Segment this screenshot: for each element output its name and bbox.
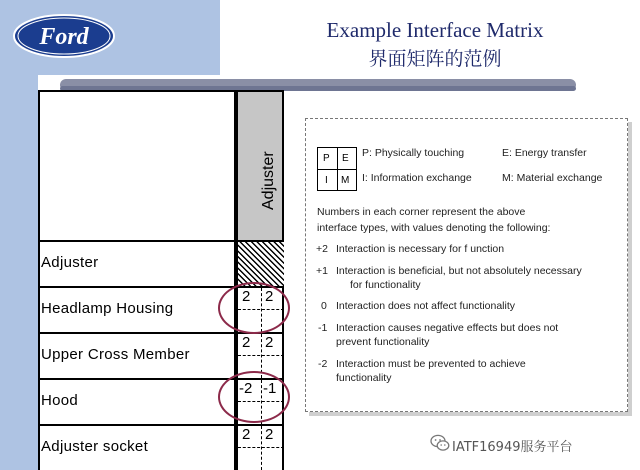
value-plus1-desc-cont: for functionality [350, 279, 421, 291]
legend-panel [305, 118, 628, 412]
key-m: M [341, 175, 350, 186]
matrix-row-adjuster [38, 240, 284, 286]
cell-value-e: 2 [265, 426, 274, 443]
legend-p-text: P: Physically touching [362, 147, 465, 159]
value-minus1-desc-cont: prevent functionality [336, 336, 430, 348]
highlight-ellipse [218, 282, 290, 334]
value-plus1: +1 [316, 265, 328, 277]
interface-type-key [317, 147, 357, 191]
value-plus2: +2 [316, 243, 328, 255]
value-plus1-desc: Interaction is beneficial, but not absolutely necessary [336, 265, 582, 277]
matrix-row-adjuster-socket [38, 424, 284, 470]
logo-text: Ford [39, 24, 89, 50]
ford-logo [12, 13, 116, 59]
value-minus1-desc: Interaction causes negative effects but does not [336, 322, 559, 334]
side-band [0, 75, 38, 470]
legend-intro-line1: Numbers in each corner represent the above [317, 206, 526, 218]
row-label: Upper Cross Member [41, 346, 190, 363]
title-english: Example Interface Matrix [326, 18, 544, 42]
key-i: I [325, 175, 328, 186]
title-chinese: 界面矩阵的范例 [368, 48, 502, 70]
legend-e-text: E: Energy transfer [502, 147, 587, 159]
key-e: E [342, 153, 349, 164]
row-label: Hood [41, 392, 79, 409]
value-plus2-desc: Interaction is necessary for f unction [336, 243, 505, 255]
row-label: Adjuster [41, 254, 99, 271]
cell-value-p: -2 [239, 380, 253, 397]
value-zero-desc: Interaction does not affect functionality [336, 300, 516, 312]
column-header [236, 90, 284, 242]
row-label: Headlamp Housing [41, 300, 174, 317]
legend-i-text: I: Information exchange [362, 172, 472, 184]
hatched-fill [238, 242, 284, 286]
key-p: P [323, 153, 330, 164]
legend-m-text: M: Material exchange [502, 172, 603, 184]
value-minus2-desc-cont: functionality [336, 372, 392, 384]
interaction-cell [236, 426, 284, 470]
cell-value-e: 2 [265, 334, 274, 351]
cell-value-e: -1 [263, 380, 277, 397]
value-minus2-desc: Interaction must be prevented to achieve [336, 358, 526, 370]
legend-intro-line2: interface types, with values denoting the following: [317, 222, 551, 234]
footer-watermark: IATF16949服务平台 [452, 440, 573, 455]
self-interaction-cell [236, 242, 284, 286]
row-label: Adjuster socket [41, 438, 149, 455]
cell-value-p: 2 [242, 334, 251, 351]
cell-value-e: 2 [265, 288, 274, 305]
value-minus1: -1 [318, 322, 328, 334]
wechat-icon [430, 434, 450, 452]
cell-value-p: 2 [242, 288, 251, 305]
highlight-ellipse [218, 371, 290, 423]
cell-value-p: 2 [242, 426, 251, 443]
column-header-label: Adjuster [260, 151, 277, 210]
value-minus2: -2 [318, 358, 328, 370]
value-zero: 0 [321, 300, 327, 312]
